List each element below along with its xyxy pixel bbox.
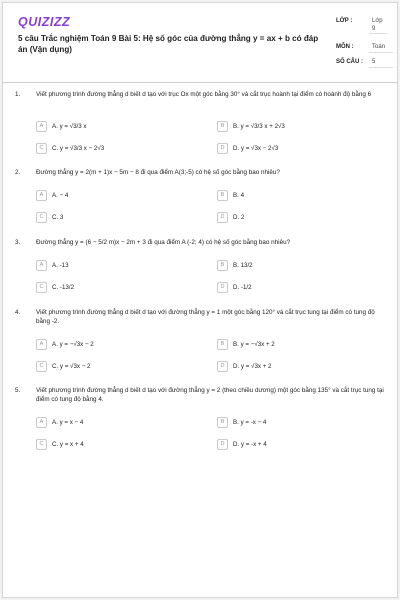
meta-grade-label: LỚP :: [336, 18, 353, 24]
question-number: 1.: [15, 91, 21, 98]
option-text: B. 4: [233, 192, 245, 199]
option-text: A. y = √3/3 x: [52, 123, 87, 130]
option-letter-box: A: [36, 417, 47, 428]
option-text: D. -1/2: [233, 284, 252, 291]
option-letter-box: C: [36, 282, 47, 293]
option-text: A. y = x − 4: [52, 419, 84, 426]
option-letter-box: A: [36, 260, 47, 271]
question-text: Đường thẳng y = 2(m + 1)x − 5m − 8 đi qua điểm A(3;-5) có hệ số góc bằng bao nhiêu?: [36, 169, 280, 176]
meta-subject-value: Toán: [369, 44, 393, 53]
option-letter-box: C: [36, 143, 47, 154]
option-letter-box: A: [36, 190, 47, 201]
worksheet-page: [2, 2, 398, 598]
meta-count-label: SỐ CÂU :: [336, 59, 363, 65]
worksheet-title: 5 câu Trắc nghiệm Toán 9 Bài 5: Hệ số góc của đường thẳng y = ax + b có đáp án (Vận dụng): [18, 34, 319, 54]
option-text: C. y = x + 4: [52, 441, 84, 448]
question-text: Viết phương trình đường thẳng d biết d tạo với đường thẳng y = 1 một góc bằng 120° và cắt trục tung tại điểm có tung độ bằng -2.: [36, 309, 375, 325]
option-text: B. y = -x − 4: [233, 419, 267, 426]
option-text: C. 3: [52, 214, 64, 221]
option-text: C. y = √3x − 2: [52, 363, 91, 370]
quizizz-logo: QUIZIZZ: [18, 15, 71, 29]
option-letter-box: D: [217, 143, 228, 154]
meta-count-value: 5: [369, 59, 393, 68]
option-text: A. -13: [52, 262, 69, 269]
option-text: A. − 4: [52, 192, 69, 199]
question-text: Viết phương trình đường thẳng d biết d tạo với đường thẳng y = 2 (theo chiều dương) một góc bằng 135° và cắt trục tung tại điểm có tung độ bằng 4.: [36, 387, 384, 403]
option-text: A. y = −√3x − 2: [52, 341, 94, 348]
option-letter-box: A: [36, 339, 47, 350]
option-letter-box: C: [36, 361, 47, 372]
option-letter-box: A: [36, 121, 47, 132]
option-text: C. -13/2: [52, 284, 75, 291]
option-letter-box: B: [217, 121, 228, 132]
option-text: B. y = √3/3 x + 2√3: [233, 123, 285, 130]
option-letter-box: D: [217, 439, 228, 450]
option-letter-box: B: [217, 417, 228, 428]
question-text: Viết phương trình đường thẳng d biết d tạo với trục Ox một góc bằng 30° và cắt trục hoành tại điểm có hoành độ bằng 6: [36, 91, 372, 98]
option-letter-box: B: [217, 339, 228, 350]
question-text: Đường thẳng y = (6 − 5/2 m)x − 2m + 3 đi qua điểm A (-2; 4) có hệ số góc bằng bao nhiêu?: [36, 239, 291, 246]
option-text: B. y = −√3x + 2: [233, 341, 275, 348]
option-letter-box: D: [217, 282, 228, 293]
meta-grade-value: Lớp 9: [369, 18, 387, 34]
option-letter-box: B: [217, 190, 228, 201]
question-number: 2.: [15, 169, 21, 176]
option-text: C. y = √3/3 x − 2√3: [52, 145, 105, 152]
option-letter-box: D: [217, 212, 228, 223]
option-text: B. 13/2: [233, 262, 253, 269]
option-text: D. 2: [233, 214, 245, 221]
option-text: D. y = √3x − 2√3: [233, 145, 279, 152]
option-letter-box: D: [217, 361, 228, 372]
option-text: D. y = -x + 4: [233, 441, 267, 448]
option-letter-box: C: [36, 212, 47, 223]
option-letter-box: C: [36, 439, 47, 450]
meta-subject-label: MÔN :: [336, 44, 354, 50]
question-number: 3.: [15, 239, 21, 246]
question-number: 4.: [15, 309, 21, 316]
option-text: D. y = √3x + 2: [233, 363, 272, 370]
option-letter-box: B: [217, 260, 228, 271]
worksheet-header: [3, 3, 397, 83]
question-number: 5.: [15, 387, 21, 394]
